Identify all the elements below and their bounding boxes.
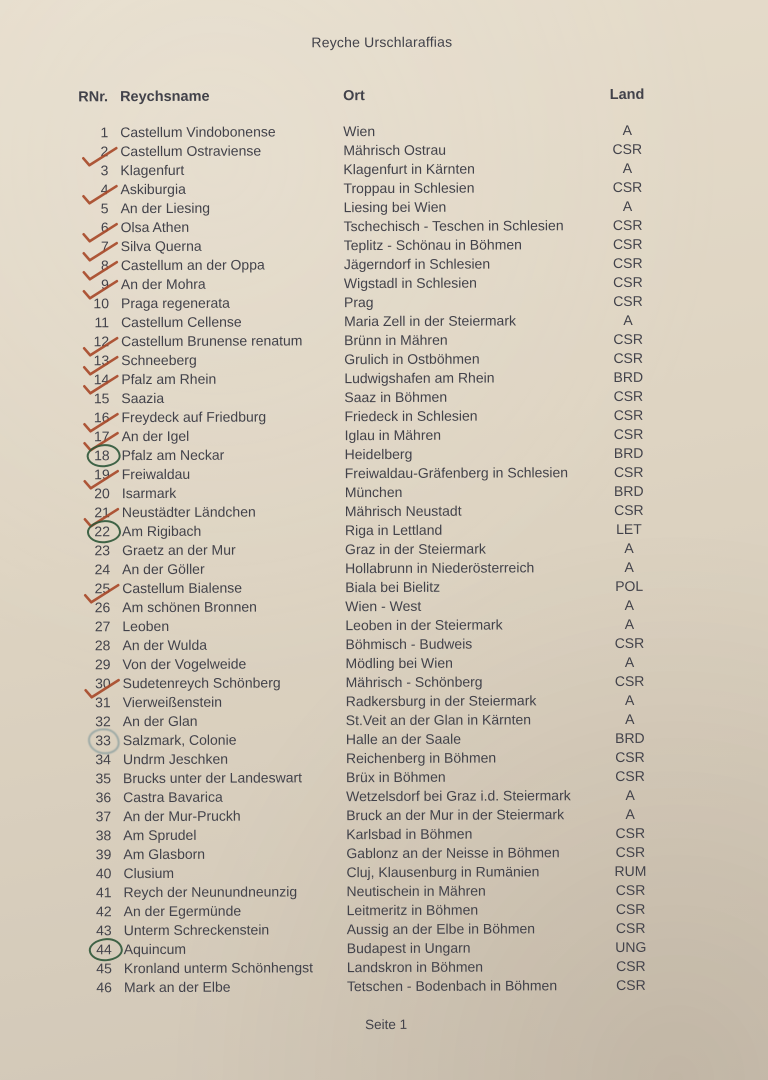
cell-reychsname: Castellum an der Oppa [120, 256, 265, 274]
cell-reychsname: Clusium [123, 864, 175, 882]
cell-land: CSR [615, 919, 646, 936]
cell-rnr [65, 788, 113, 807]
cell-rnr [65, 845, 113, 864]
cell-ort: Saaz in Böhmen [344, 388, 448, 406]
table-row [66, 900, 662, 922]
row-number: 35 [95, 770, 112, 787]
row-number: 21 [94, 504, 110, 521]
row-number: 11 [94, 314, 110, 331]
table-row [64, 425, 660, 447]
row-number: 10 [93, 295, 109, 312]
cell-ort: Jägerndorf in Schlesien [343, 255, 491, 273]
cell-land: LET [616, 520, 642, 537]
cell-ort: Halle an der Saale [345, 730, 462, 748]
table-row [66, 938, 662, 960]
cell-land: A [625, 786, 635, 803]
cell-rnr [65, 731, 113, 750]
cell-ort: München [344, 483, 403, 501]
table-row [65, 672, 661, 694]
table-row [66, 976, 662, 998]
table-row [63, 368, 659, 390]
row-number: 40 [95, 865, 112, 882]
cell-land: CSR [615, 748, 645, 765]
row-number: 20 [94, 485, 110, 502]
table-row [62, 159, 658, 181]
row-number: 25 [94, 580, 111, 597]
cell-ort: Riga in Lettland [344, 521, 443, 539]
cell-ort: Klagenfurt in Kärnten [343, 160, 475, 178]
cell-land: A [623, 311, 633, 328]
cell-rnr [65, 750, 113, 769]
cell-land: CSR [613, 273, 643, 290]
cell-reychsname: Am Rigibach [121, 522, 202, 540]
cell-rnr [63, 408, 111, 427]
row-number: 12 [93, 333, 110, 350]
row-number: 3 [100, 162, 109, 179]
table-row [64, 596, 660, 618]
table-header-row [62, 86, 658, 108]
cell-land: CSR [613, 463, 644, 480]
cell-land: A [624, 653, 635, 670]
cell-reychsname: Saazia [121, 389, 165, 407]
cell-reychsname: Castellum Brunense renatum [121, 332, 303, 350]
cell-rnr [64, 560, 112, 579]
row-number: 38 [95, 827, 112, 844]
row-number: 22 [94, 523, 110, 540]
row-number: 41 [95, 884, 112, 901]
cell-land: A [622, 197, 633, 214]
cell-rnr [63, 218, 111, 237]
cell-reychsname: Brucks unter der Landeswart [123, 769, 303, 787]
cell-land: CSR [615, 900, 646, 917]
cell-land: CSR [615, 767, 645, 784]
cell-ort: Graz in der Steiermark [345, 540, 486, 558]
column-header-ort: Ort [343, 88, 365, 105]
cell-land: CSR [616, 957, 646, 974]
row-number: 44 [96, 941, 112, 958]
row-number: 16 [93, 409, 110, 426]
cell-reychsname: Castra Bavarica [123, 788, 223, 806]
cell-reychsname: Castellum Ostraviense [120, 142, 262, 160]
table-row [64, 577, 660, 599]
cell-ort: Ludwigshafen am Rhein [344, 369, 495, 387]
cell-land: CSR [613, 406, 644, 423]
table-row [65, 881, 661, 903]
cell-rnr [65, 693, 113, 712]
cell-rnr [64, 503, 112, 522]
page-footer: Seite 1 [365, 1016, 408, 1033]
cell-ort: Tschechisch - Teschen in Schlesien [343, 217, 564, 235]
cell-ort: Liesing bei Wien [343, 198, 447, 216]
table-row [64, 520, 660, 542]
cell-reychsname: Schneeberg [121, 351, 197, 369]
cell-reychsname: An der Mohra [120, 275, 206, 293]
cell-rnr [65, 655, 113, 674]
row-number: 33 [95, 732, 111, 749]
row-number: 30 [95, 675, 111, 692]
cell-ort: Wien [343, 123, 376, 140]
cell-rnr [65, 826, 113, 845]
cell-reychsname: Silva Querna [120, 237, 202, 255]
cell-reychsname: Castellum Bialense [122, 579, 243, 597]
cell-reychsname: Pfalz am Rhein [121, 370, 217, 388]
cell-ort: Mödling bei Wien [345, 654, 453, 672]
table-row [62, 178, 658, 200]
cell-ort: Teplitz - Schönau in Böhmen [343, 236, 522, 254]
table-row [63, 406, 659, 428]
row-number: 36 [95, 789, 112, 806]
table-row [65, 843, 661, 865]
table-row [62, 121, 658, 143]
cell-reychsname: Salzmark, Colonie [122, 731, 237, 749]
cell-rnr [66, 959, 114, 978]
cell-ort: Bruck an der Mur in der Steiermark [346, 806, 565, 824]
cell-rnr [63, 370, 111, 389]
cell-rnr [63, 332, 111, 351]
cell-reychsname: Mark an der Elbe [123, 978, 231, 996]
cell-land: CSR [615, 881, 646, 898]
row-number: 37 [95, 808, 112, 825]
cell-land: A [622, 121, 632, 138]
cell-land: CSR [613, 330, 643, 347]
cell-ort: Freiwaldau-Gräfenberg in Schlesien [344, 464, 569, 482]
row-number: 8 [100, 257, 109, 274]
cell-land: CSR [615, 824, 646, 841]
cell-rnr [63, 351, 111, 370]
cell-reychsname: Klagenfurt [120, 161, 185, 179]
cell-ort: St.Veit an der Glan in Kärnten [345, 711, 532, 729]
cell-land: POL [615, 577, 644, 594]
row-number: 29 [94, 656, 111, 673]
row-number: 4 [100, 181, 109, 198]
row-number: 17 [93, 428, 110, 445]
cell-reychsname: Vierweißenstein [122, 693, 223, 711]
cell-rnr [64, 579, 112, 598]
cell-land: A [624, 558, 634, 575]
cell-rnr [65, 864, 113, 883]
table-row [63, 292, 659, 314]
cell-ort: Böhmisch - Budweis [345, 635, 473, 653]
cell-rnr [63, 275, 111, 294]
cell-reychsname: Kronland unterm Schönhengst [123, 959, 314, 977]
cell-land: CSR [612, 178, 643, 195]
row-number: 18 [94, 447, 110, 464]
cell-reychsname: Askiburgia [120, 180, 186, 198]
row-number: 2 [100, 143, 109, 160]
cell-reychsname: An der Liesing [120, 199, 211, 217]
cell-ort: Friedeck in Schlesien [344, 407, 478, 425]
row-number: 32 [95, 713, 111, 730]
cell-land: A [625, 805, 635, 822]
table-row [66, 957, 662, 979]
cell-reychsname: Sudetenreych Schönberg [122, 674, 281, 692]
cell-ort: Tetschen - Bodenbach in Böhmen [346, 977, 558, 995]
cell-ort: Brüx in Böhmen [345, 768, 446, 786]
cell-land: CSR [615, 843, 646, 860]
cell-rnr [63, 199, 111, 218]
table-row [65, 767, 661, 789]
table-row [65, 786, 661, 808]
cell-land: CSR [613, 387, 644, 404]
cell-ort: Reichenberg in Böhmen [345, 749, 497, 767]
page-title: Reyche Urschlaraffias [311, 33, 453, 51]
cell-ort: Hollabrunn in Niederösterreich [345, 559, 535, 577]
column-header-land: Land [609, 86, 645, 104]
cell-ort: Iglau in Mähren [344, 426, 442, 444]
cell-land: CSR [614, 634, 645, 651]
cell-land: CSR [613, 425, 644, 442]
cell-rnr [62, 142, 110, 161]
cell-reychsname: Reych der Neunundneunzig [123, 883, 298, 901]
table-row [63, 311, 659, 333]
cell-reychsname: Am Sprudel [123, 826, 197, 844]
table-row [64, 558, 660, 580]
cell-land: BRD [613, 368, 644, 385]
cell-land: CSR [612, 254, 643, 271]
cell-land: CSR [613, 292, 643, 309]
cell-land: BRD [615, 729, 645, 746]
cell-land: A [624, 596, 634, 613]
cell-reychsname: Undrm Jeschken [122, 750, 229, 768]
cell-land: CSR [612, 235, 643, 252]
row-number: 13 [93, 352, 110, 369]
table-row [63, 273, 659, 295]
row-number: 15 [93, 390, 110, 407]
cell-reychsname: Olsa Athen [120, 218, 190, 236]
cell-ort: Leitmeritz in Böhmen [346, 901, 479, 919]
cell-land: A [624, 691, 635, 708]
table-row [63, 330, 659, 352]
cell-ort: Cluj, Klausenburg in Rumänien [346, 863, 540, 881]
row-number: 24 [94, 561, 111, 578]
table-row [66, 919, 662, 941]
cell-ort: Wetzelsdorf bei Graz i.d. Steiermark [346, 787, 571, 805]
cell-land: UNG [615, 938, 647, 955]
cell-reychsname: An der Wulda [122, 636, 208, 654]
cell-reychsname: Leoben [122, 617, 170, 635]
row-number: 27 [94, 618, 111, 635]
cell-rnr [66, 921, 114, 940]
cell-reychsname: An der Egermünde [123, 902, 242, 920]
cell-ort: Troppau in Schlesien [343, 179, 475, 197]
table-row [65, 805, 661, 827]
cell-ort: Maria Zell in der Steiermark [344, 312, 517, 330]
cell-reychsname: Graetz an der Mur [122, 541, 236, 559]
row-number: 39 [95, 846, 112, 863]
cell-rnr [64, 427, 112, 446]
table-row [64, 539, 660, 561]
row-number: 45 [96, 960, 112, 977]
cell-rnr [62, 180, 110, 199]
table-row [63, 197, 659, 219]
row-number: 46 [96, 979, 112, 996]
cell-land: RUM [614, 862, 647, 879]
table-row [64, 482, 660, 504]
cell-land: A [622, 159, 633, 176]
cell-ort: Prag [343, 294, 374, 311]
cell-rnr [64, 446, 112, 465]
cell-reychsname: Aquincum [123, 940, 187, 958]
cell-land: CSR [613, 349, 644, 366]
cell-reychsname: Freydeck auf Friedburg [121, 408, 267, 426]
row-number: 1 [100, 124, 109, 141]
cell-ort: Neutischein in Mähren [346, 882, 486, 900]
table-row [63, 254, 659, 276]
table-row [65, 862, 661, 884]
cell-rnr [62, 161, 110, 180]
row-number: 9 [101, 276, 109, 293]
table-row [65, 653, 661, 675]
row-number: 26 [94, 599, 111, 616]
row-number: 23 [94, 542, 111, 559]
cell-rnr [63, 237, 111, 256]
cell-reychsname: Am schönen Bronnen [122, 598, 257, 616]
cell-rnr [65, 674, 113, 693]
cell-rnr [65, 712, 113, 731]
cell-ort: Mährisch - Schönberg [345, 673, 483, 691]
row-number: 19 [94, 466, 110, 483]
row-number: 14 [93, 371, 110, 388]
cell-rnr [64, 522, 112, 541]
cell-land: A [625, 710, 635, 727]
row-number: 5 [100, 200, 109, 217]
cell-rnr [63, 294, 111, 313]
row-number: 43 [96, 922, 112, 939]
cell-ort: Biala bei Bielitz [345, 578, 441, 596]
cell-rnr [64, 465, 112, 484]
row-number: 7 [100, 238, 109, 255]
cell-rnr [66, 940, 114, 959]
cell-reychsname: Praga regenerata [120, 294, 230, 312]
table-row [64, 634, 660, 656]
table-row [65, 729, 661, 751]
cell-rnr [64, 484, 112, 503]
cell-ort: Radkersburg in der Steiermark [345, 692, 537, 710]
cell-ort: Grulich in Ostböhmen [344, 350, 480, 368]
cell-ort: Aussig an der Elbe in Böhmen [346, 920, 536, 938]
cell-ort: Mährisch Ostrau [343, 141, 447, 159]
cell-reychsname: Pfalz am Neckar [121, 446, 225, 464]
column-header-name: Reychsname [120, 88, 210, 106]
table-row [65, 748, 661, 770]
table-row [62, 140, 658, 162]
cell-land: CSR [612, 216, 643, 233]
cell-reychsname: Von der Vogelweide [122, 655, 247, 673]
cell-reychsname: An der Mur-Pruckh [123, 807, 241, 825]
column-header-rnr: RNr. [78, 89, 109, 106]
cell-ort: Heidelberg [344, 445, 413, 463]
table-row [63, 216, 659, 238]
cell-land: CSR [616, 976, 646, 993]
cell-rnr [65, 883, 113, 902]
table-row [64, 501, 660, 523]
cell-rnr [64, 598, 112, 617]
table-row [63, 349, 659, 371]
cell-reychsname: An der Igel [121, 427, 190, 445]
cell-rnr [62, 123, 110, 142]
table-row [65, 710, 661, 732]
cell-reychsname: Unterm Schreckenstein [123, 921, 270, 939]
table-row [63, 235, 659, 257]
row-number: 42 [96, 903, 112, 920]
cell-land: A [624, 615, 635, 632]
cell-land: CSR [614, 501, 644, 518]
row-number: 28 [94, 637, 111, 654]
table-row [64, 444, 660, 466]
row-number: 34 [95, 751, 111, 768]
cell-ort: Budapest in Ungarn [346, 939, 471, 957]
cell-land: CSR [612, 140, 643, 157]
cell-rnr [64, 636, 112, 655]
cell-rnr [66, 902, 114, 921]
cell-reychsname: An der Göller [122, 560, 205, 578]
cell-ort: Karlsbad in Böhmen [346, 825, 473, 843]
table-row [64, 615, 660, 637]
table-row [63, 387, 659, 409]
cell-reychsname: Castellum Vindobonense [120, 123, 276, 141]
cell-ort: Brünn in Mähren [344, 331, 448, 349]
row-number: 6 [100, 219, 109, 236]
cell-rnr [63, 313, 111, 332]
table-body [62, 121, 662, 998]
cell-rnr [66, 978, 114, 997]
table-row [65, 824, 661, 846]
cell-ort: Wien - West [345, 597, 422, 615]
cell-land: BRD [613, 444, 644, 461]
cell-ort: Mährisch Neustadt [344, 502, 462, 520]
cell-reychsname: Freiwaldau [121, 465, 191, 483]
cell-rnr [64, 617, 112, 636]
cell-ort: Wigstadl in Schlesien [343, 274, 477, 292]
cell-rnr [65, 769, 113, 788]
cell-ort: Gablonz an der Neisse in Böhmen [346, 844, 560, 862]
table-row [65, 691, 661, 713]
cell-rnr [63, 389, 111, 408]
table-row [64, 463, 660, 485]
row-number: 31 [95, 694, 111, 711]
cell-rnr [64, 541, 112, 560]
cell-reychsname: An der Glan [122, 712, 198, 730]
cell-land: A [624, 539, 634, 556]
cell-reychsname: Castellum Cellense [121, 313, 242, 331]
cell-reychsname: Isarmark [121, 484, 177, 502]
cell-land: CSR [614, 672, 645, 689]
cell-rnr [63, 256, 111, 275]
cell-reychsname: Neustädter Ländchen [121, 503, 256, 521]
cell-rnr [65, 807, 113, 826]
cell-ort: Leoben in der Steiermark [345, 616, 503, 634]
cell-land: BRD [613, 482, 644, 499]
cell-reychsname: Am Glasborn [123, 845, 206, 863]
cell-ort: Landskron in Böhmen [346, 958, 484, 976]
